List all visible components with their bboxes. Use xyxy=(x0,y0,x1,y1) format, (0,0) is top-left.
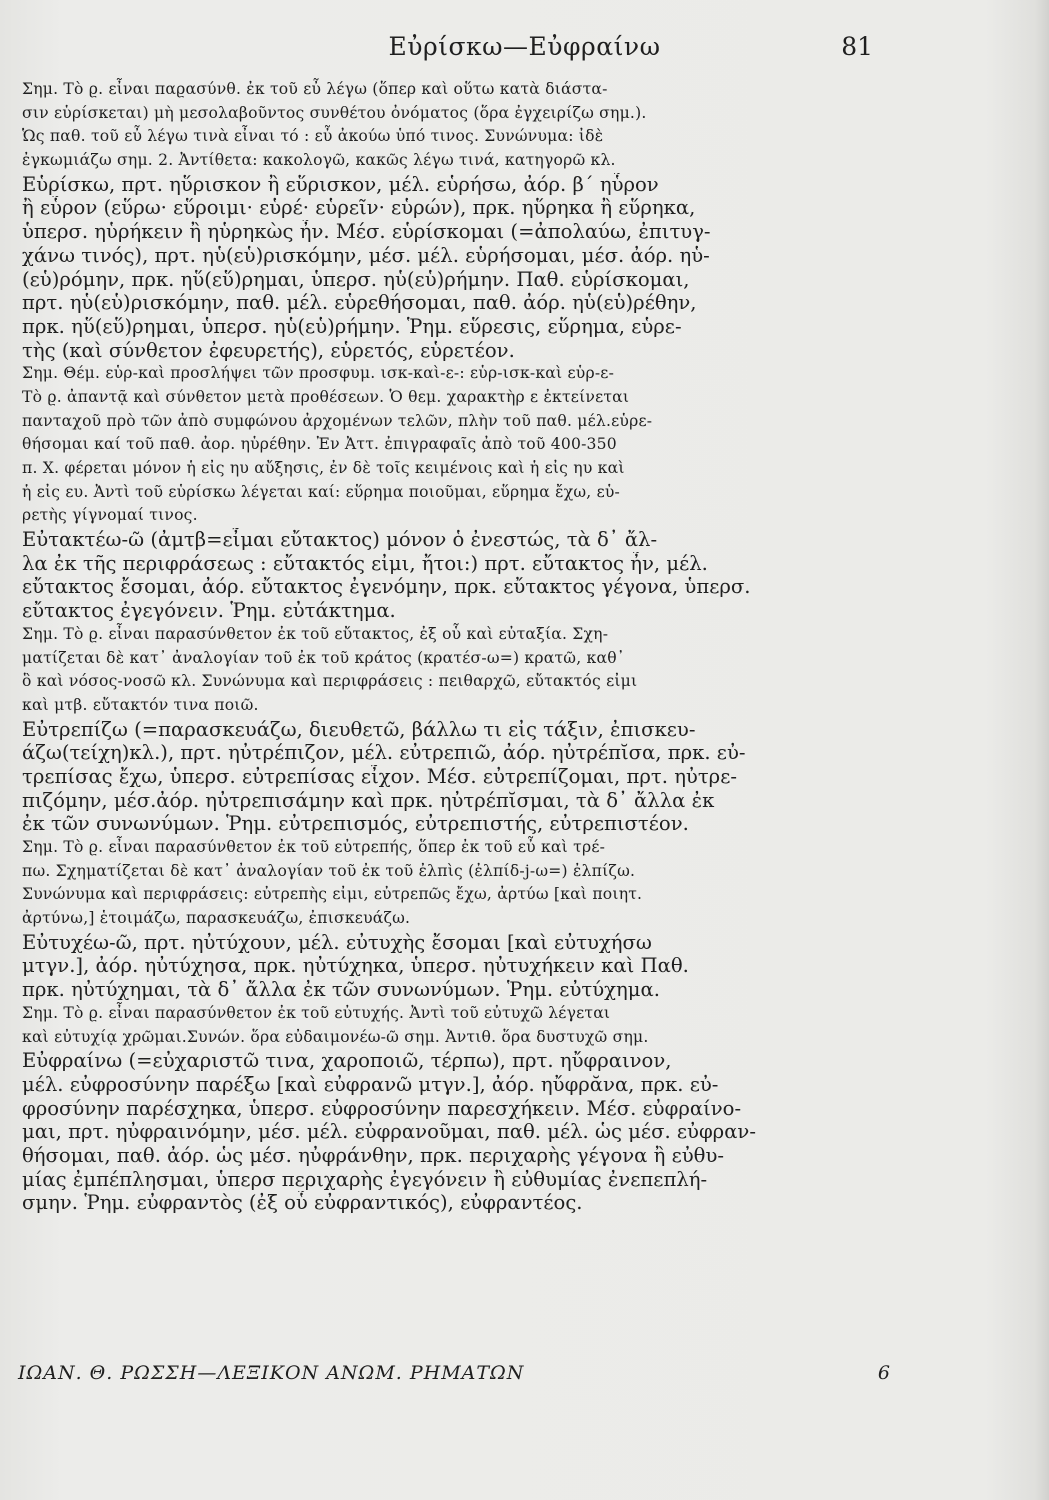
note-line: πω. Σχηματίζεται δὲ κατ᾿ ἀναλογίαν τοῦ ἐκ τοῦ ἐλπὶς (ἐλπίδ-j-ω=) ἐλπίζω. xyxy=(22,861,636,880)
entry-line: ἢ εὗρον (εὕρω· εὕροιμι· εὑρέ· εὑρεῖν· εὑρών), πρκ. ηὕρηκα ἢ εὕρηκα, xyxy=(22,196,696,220)
entry-line: λα ἐκ τῆς περιφράσεως : εὔτακτός εἰμι, ἤτοι:) πρτ. εὔτακτος ἦν, μέλ. xyxy=(22,551,708,575)
entry-line: μέλ. εὐφροσύνην παρέξω [καὶ εὐφρανῶ μτγν.], ἀόρ. ηὔφρᾰνα, πρκ. εὐ- xyxy=(22,1072,719,1096)
entry-line: ὑπερσ. ηὑρήκειν ἢ ηὑρηκὼς ἦν. Μέσ. εὑρίσκομαι (=ἀπολαύω, ἐπιτυγ- xyxy=(22,220,711,244)
entry-line: τὴς (καὶ σύνθετον ἐφευρετής), εὑρετός, εὑρετέον. xyxy=(22,338,515,362)
entry-line: σμην. Ῥημ. εὐφραντὸς (ἐξ οὗ εὐφραντικός), εὐφραντέος. xyxy=(22,1191,583,1215)
note-line: Τὸ ϱ. ἀπαντᾷ καὶ σύνθετον μετὰ προθέσεων. Ὁ θεμ. χαρακτὴρ ε ἐκτείνεται xyxy=(22,387,630,406)
entry-line: μαι, πρτ. ηὐφραινόμην, μέσ. μέλ. εὐφρανοῦμαι, παθ. μέλ. ὡς μέσ. εὐφραν- xyxy=(22,1120,756,1144)
dictionary-entries xyxy=(22,78,924,1215)
note-line: σιν εὑρίσκεται) μὴ μεσολαβοῦντος συνθέτου ὀνόματος (ὅρα ἐγχειρίζω σημ.). xyxy=(22,103,647,122)
entry-line: τρεπίσας ἔχω, ὑπερσ. εὐτρεπίσας εἶχον. Μέσ. εὐτρεπίζομαι, πρτ. ηὐτρε- xyxy=(22,764,737,788)
entry-line: θήσομαι, παθ. ἀόρ. ὡς μέσ. ηὐφράνθην, πρκ. περιχαρὴς γέγονα ἢ εὐθυ- xyxy=(22,1143,724,1167)
entry-line: πιζόμην, μέσ.ἀόρ. ηὐτρεπισάμην καὶ πρκ. ηὐτρέπῐσμαι, τὰ δ᾿ ἄλλα ἐκ xyxy=(22,788,715,812)
note-line: πανταχοῦ πρὸ τῶν ἀπὸ συμφώνου ἀρχομένων τελῶν, πλὴν τοῦ παθ. μέλ.εὑρε- xyxy=(22,411,653,430)
page-number: 81 xyxy=(841,32,873,61)
note-line: ρετὴς γίγνομαί τινος. xyxy=(22,506,198,525)
entry-line: χάνω τινός), πρτ. ηὑ(εὑ)ρισκόμην, μέσ. μέλ. εὑρήσομαι, μέσ. ἀόρ. ηὑ- xyxy=(22,243,710,267)
entry-line: μτγν.], ἀόρ. ηὐτύχησα, πρκ. ηὐτύχηκα, ὑπερσ. ηὐτυχήκειν καὶ Παθ. xyxy=(22,954,689,978)
entry-line: Εὑρίσκω, πρτ. ηὕρισκον ἢ εὕρισκον, μέλ. εὑρήσω, ἀόρ. β΄ ηὗρον xyxy=(22,172,659,196)
entry-line: Εὐφραίνω (=εὐχαριστῶ τινα, χαροποιῶ, τέρπω), πρτ. ηὔφραινον, xyxy=(22,1049,672,1073)
note-line: θήσομαι καί τοῦ παθ. ἀορ. ηὑρέθην. Ἐν Ἀττ. ἐπιγραφαῖς ἀπὸ τοῦ 400-350 xyxy=(22,435,617,454)
entry-line: φροσύνην παρέσχηκα, ὑπερσ. εὐφροσύνην παρεσχήκειν. Μέσ. εὐφραίνο- xyxy=(22,1096,742,1120)
note-line: Σημ. Τὸ ϱ. εἶναι παϱασύνθ. ἐκ τοῦ εὖ λέγω (ὅπερ καὶ οὕτω κατὰ διάστα- xyxy=(22,80,608,98)
printer-signature-mark: 6 xyxy=(877,1362,890,1384)
page-header xyxy=(0,30,1049,70)
note-line: καὶ μτβ. εὔτακτόν τινα ποιῶ. xyxy=(22,695,259,714)
page-footer xyxy=(18,1362,920,1392)
entry-line: Εὐτακτέω-ῶ (ἀμτβ=εἶμαι εὔτακτος) μόνον ὁ ἐνεστώς, τὰ δ᾿ ἄλ- xyxy=(22,528,658,552)
note-line: ἐγκωμιάζω σημ. 2. Ἀντίθετα: κακολογῶ, κακῶς λέγω τινά, κατηγορῶ κλ. xyxy=(22,151,616,170)
note-line: Ὡς παθ. τοῦ εὖ λέγω τινὰ εἶναι τό : εὖ ἀκούω ὑπό τινος. Συνώνυμα: ἰδὲ xyxy=(22,127,604,146)
running-head: Εὐρίσκω—Εὐφραίνω xyxy=(388,32,661,61)
entry-line: πρτ. ηὑ(εὑ)ρισκόμην, παθ. μέλ. εὑρεθήσομαι, παθ. ἀόρ. ηὑ(εὑ)ρέθην, xyxy=(22,291,697,315)
note-line: ὃ καὶ νόσος-νοσῶ κλ. Συνώνυμα καὶ περιφράσεις : πειθαρχῶ, εὔτακτός εἰμι xyxy=(22,672,638,691)
entry-line: Εὐτυχέω-ῶ, πρτ. ηὐτύχουν, μέλ. εὐτυχὴς ἔσομαι [καὶ εὐτυχήσω xyxy=(22,930,652,954)
entry-line: εὔτακτος ἐγεγόνειν. Ῥημ. εὐτάκτημα. xyxy=(22,599,396,623)
note-line: ἡ εἰς ευ. Ἀντὶ τοῦ εὑρίσκω λέγεται καί: εὕρημα ποιοῦμαι, εὕρημα ἔχω, εὑ- xyxy=(22,482,621,501)
page-edge-shadow xyxy=(1035,0,1049,1500)
note-line: Συνώνυμα καὶ περιφράσεις: εὐτρεπὴς εἰμι, εὐτρεπῶς ἔχω, ἀρτύω [καὶ ποιητ. xyxy=(22,885,643,904)
note-line: Σημ. Τὸ ϱ. εἶναι παρασύνθετον ἐκ τοῦ εὔτακτος, ἐξ οὗ καὶ εὐταξία. Σχη- xyxy=(22,624,609,643)
note-line: ἀρτύνω,] ἑτοιμάζω, παρασκευάζω, ἐπισκευάζω. xyxy=(22,909,411,928)
note-line: καὶ εὐτυχίᾳ χρῶμαι.Συνών. ὅρα εὐδαιμονέω-ῶ σημ. Ἀντιθ. ὅρα δυστυχῶ σημ. xyxy=(22,1027,649,1046)
entry-line: πρκ. ηὕ(εὕ)ρημαι, ὑπερσ. ηὑ(εὑ)ρήμην. Ῥημ. εὕρεσις, εὕρημα, εὑρε- xyxy=(22,314,682,338)
entry-line: Εὐτρεπίζω (=παρασκευάζω, διευθετῶ, βάλλω τι εἰς τάξιν, ἐπισκευ- xyxy=(22,717,696,741)
entry-line: μίας ἐμπέπλησμαι, ὑπερσ περιχαρὴς ἐγεγόνειν ἢ εὐθυμίας ἐνεπεπλή- xyxy=(22,1167,708,1191)
entry-line: άζω(τείχη)κλ.), πρτ. ηὐτρέπιζον, μέλ. εὐτρεπιῶ, ἀόρ. ηὐτρέπῐσα, πρκ. εὐ- xyxy=(22,741,746,765)
footer-book-title: ΙΩΑΝ. Θ. ΡΩΣΣΗ—ΛΕΞΙΚΟΝ ΑΝΩΜ. ΡΗΜΑΤΩΝ xyxy=(18,1362,525,1384)
entry-line: εὔτακτος ἔσομαι, ἀόρ. εὔτακτος ἐγενόμην, πρκ. εὔτακτος γέγονα, ὑπερσ. xyxy=(22,575,751,599)
note-line: π. Χ. φέρεται μόνον ἡ εἰς ηυ αὔξησις, ἐν δὲ τοῖς κειμένοις καὶ ἡ εἰς ηυ καὶ xyxy=(22,459,625,477)
entry-line: πρκ. ηὐτύχημαι, τὰ δ᾿ ἄλλα ἐκ τῶν συνωνύμων. Ῥημ. εὐτύχημα. xyxy=(22,978,660,1002)
note-line: ματίζεται δὲ κατ᾿ ἀναλογίαν τοῦ ἐκ τοῦ κράτος (κρατέσ-ω=) κρατῶ, καθ᾿ xyxy=(22,648,625,667)
entry-line: (εὑ)ρόμην, πρκ. ηὕ(εὕ)ρημαι, ὑπερσ. ηὑ(εὑ)ρήμην. Παθ. εὑρίσκομαι, xyxy=(22,267,690,291)
note-line: Σημ. Τὸ ϱ. εἶναι παρασύνθετον ἐκ τοῦ εὐτρεπής, ὅπερ ἐκ τοῦ εὖ καὶ τρέ- xyxy=(22,838,606,856)
entry-line: ἐκ τῶν συνωνύμων. Ῥημ. εὐτρεπισμός, εὐτρεπιστής, εὐτρεπιστέον. xyxy=(22,812,689,836)
note-line: Σημ. Τὸ ϱ. εἶναι παρασύνθετον ἐκ τοῦ εὐτυχής. Ἀντὶ τοῦ εὐτυχῶ λέγεται xyxy=(22,1003,611,1022)
note-line: Σημ. Θέμ. εὑρ-καὶ προσλήψει τῶν προσφυμ. ισκ-καὶ-ε-: εὑρ-ισκ-καὶ εὑρ-ε- xyxy=(22,364,615,383)
